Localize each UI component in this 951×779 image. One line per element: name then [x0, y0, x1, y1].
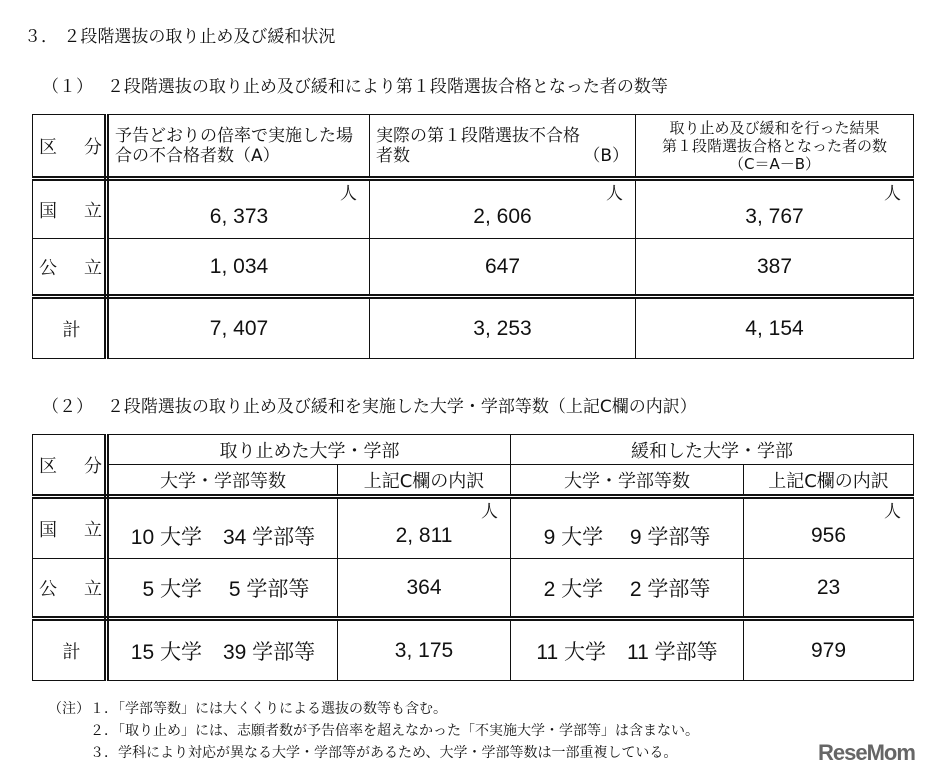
- value: 2, 606: [473, 204, 532, 228]
- table-row: [33, 619, 914, 681]
- label-char: 立: [84, 257, 102, 279]
- table-row: [33, 297, 914, 359]
- row-label: [33, 497, 107, 559]
- unit-label: 人: [606, 184, 623, 203]
- table-row: [33, 497, 914, 559]
- value: 6, 373: [209, 204, 269, 228]
- col-c-header: [636, 115, 914, 179]
- col-c-line2: 第１段階選抜合格となった者の数: [661, 136, 887, 155]
- header-char: 分: [84, 455, 102, 477]
- cell-count: 9 大学 9 学部等: [511, 497, 744, 559]
- row-label: [33, 559, 107, 619]
- cell-breakdown: 364: [338, 559, 511, 619]
- header-char: 分: [84, 136, 102, 158]
- note-2: ２．「取り止め」には、志願者数が予告倍率を超えなかった「不実施大学・学部等」は含まない。: [48, 723, 699, 739]
- label-char: 立: [84, 200, 102, 222]
- row-label: 計: [33, 297, 107, 359]
- cell-count: 10 大学 34 学部等: [107, 497, 338, 559]
- cell-breakdown: 979: [744, 619, 914, 681]
- cell-count: 2 大学 2 学部等: [511, 559, 744, 619]
- table2-sub-row: [33, 465, 914, 497]
- col-c-line3: （C＝A－B）: [728, 154, 821, 173]
- cell-breakdown: [744, 497, 914, 559]
- cell-a: 1, 034: [107, 239, 370, 297]
- table-row: [33, 239, 914, 297]
- header-char: 区: [39, 455, 57, 477]
- row-label: [33, 179, 107, 239]
- sub-header-count: 大学・学部等数: [511, 465, 744, 497]
- note-1: （注）１．「学部等数」には大くくりによる選抜の数等も含む。: [48, 701, 447, 717]
- category-header: [33, 115, 107, 179]
- table-row: [33, 559, 914, 619]
- unit-label: 人: [884, 184, 901, 203]
- row-label: [33, 239, 107, 297]
- unit-label: 人: [884, 502, 901, 521]
- col-b-header: [370, 115, 636, 179]
- cell-b: 647: [370, 239, 636, 297]
- value: 956: [810, 523, 847, 547]
- label-char: 国: [39, 200, 57, 222]
- table2: [32, 434, 914, 681]
- group-header-relaxed: 緩和した大学・学部: [511, 435, 914, 465]
- cell-c: 4, 154: [636, 297, 914, 359]
- cell-count: 11 大学 11 学部等: [511, 619, 744, 681]
- label-char: 立: [84, 578, 102, 600]
- sub-header-breakdown: 上記C欄の内訳: [338, 465, 511, 497]
- col-b-line2: 者数: [376, 145, 410, 166]
- row-label: 計: [33, 619, 107, 681]
- table2-title: （２） ２段階選抜の取り止め及び緩和を実施した大学・学部等数（上記C欄の内訳）: [42, 397, 697, 417]
- cell-a: 7, 407: [107, 297, 370, 359]
- resemom-watermark-logo: ReseMom: [818, 740, 915, 765]
- note-3: ３．学科により対応が異なる大学・学部等があるため、大学・学部等数は一部重複している。: [48, 745, 678, 761]
- unit-label: 人: [340, 184, 357, 203]
- category-header: [33, 435, 107, 497]
- sub-header-breakdown: 上記C欄の内訳: [744, 465, 914, 497]
- label-char: 公: [39, 578, 57, 600]
- table1-header-row: [33, 115, 914, 179]
- col-c-line1: 取り止め及び緩和を行った結果: [669, 118, 880, 137]
- cell-c: 387: [636, 239, 914, 297]
- value: 2, 811: [395, 523, 453, 547]
- col-b-line1: 実際の第１段階選抜不合格: [376, 125, 580, 146]
- cell-a: [107, 179, 370, 239]
- col-b-tag: （B）: [583, 145, 629, 166]
- label-char: 国: [39, 519, 57, 541]
- cell-breakdown: 23: [744, 559, 914, 619]
- group-header-stopped: 取り止めた大学・学部: [107, 435, 511, 465]
- label-char: 公: [39, 257, 57, 279]
- value: 3, 767: [745, 204, 804, 228]
- header-char: 区: [39, 136, 57, 158]
- cell-breakdown: 3, 175: [338, 619, 511, 681]
- cell-count: 15 大学 39 学部等: [107, 619, 338, 681]
- unit-label: 人: [481, 502, 498, 521]
- col-a-header: 予告どおりの倍率で実施した場合の不合格者数（A）: [107, 115, 370, 179]
- cell-b: [370, 179, 636, 239]
- table1-title: （１） ２段階選抜の取り止め及び緩和により第１段階選抜合格となった者の数等: [42, 77, 668, 97]
- table2-group-row: [33, 435, 914, 465]
- section-title: ３． ２段階選抜の取り止め及び緩和状況: [24, 27, 336, 47]
- table-row: [33, 179, 914, 239]
- sub-header-count: 大学・学部等数: [107, 465, 338, 497]
- cell-breakdown: [338, 497, 511, 559]
- cell-c: [636, 179, 914, 239]
- cell-b: 3, 253: [370, 297, 636, 359]
- label-char: 立: [84, 519, 102, 541]
- cell-count: 5 大学 5 学部等: [107, 559, 338, 619]
- table1: [32, 114, 914, 359]
